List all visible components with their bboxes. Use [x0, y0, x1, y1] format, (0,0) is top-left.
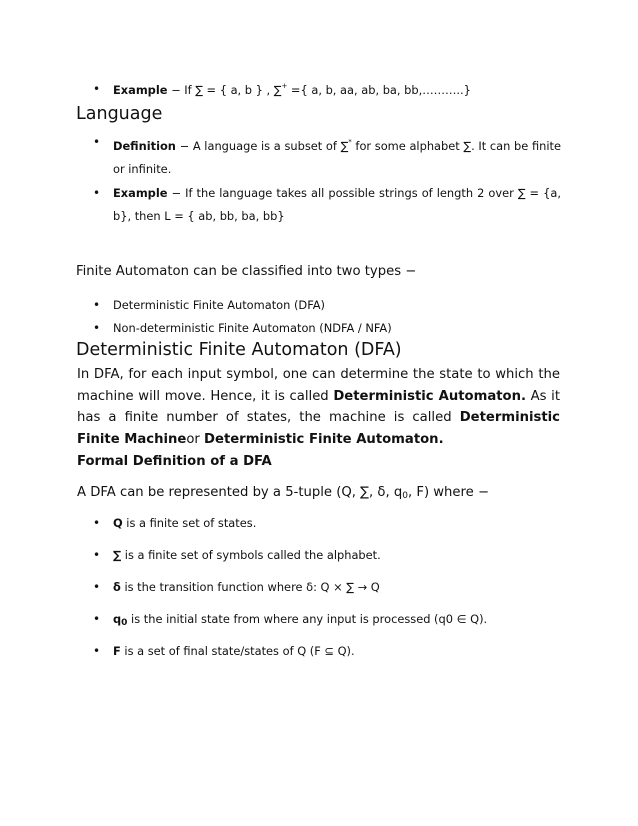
tuple-text: is a finite set of states. [122, 516, 257, 530]
fa-type-text: Non-deterministic Finite Automaton (NDFA / NFA) [113, 321, 392, 335]
example-text-2: ={ a, b, aa, ab, ba, bb,………..} [287, 83, 471, 97]
fa-intro-text: Finite Automaton can be classified into two types − [76, 264, 417, 279]
bullet: • [93, 186, 101, 200]
formal-intro [77, 485, 489, 501]
language-heading: Language [76, 104, 163, 124]
superscript: * [348, 138, 352, 146]
definition-text-2: for some alphabet ∑. It can be finite or infinite. [113, 139, 561, 176]
bullet: • [93, 82, 101, 96]
tuple-symbol: ∑ [113, 548, 122, 562]
tuple-text: is a finite set of symbols called the alphabet. [121, 548, 381, 562]
formal-definition-heading: Formal Definition of a DFA [77, 454, 272, 469]
tuple-text: is the transition function where δ: Q × ∑ → Q [120, 580, 380, 594]
bullet: • [93, 612, 101, 626]
dfa-bold-term: Deterministic Finite Automaton. [204, 431, 444, 447]
dfa-bold-term: Deterministic Finite Machine [77, 410, 560, 447]
superscript: + [281, 82, 288, 90]
subscript: 0 [402, 491, 408, 501]
tuple-symbol: q [113, 612, 122, 626]
example-text: − If the language takes all possible strings of length 2 over ∑ = {a, b}, then L = { ab, bb, ba, bb} [113, 186, 561, 223]
bullet: • [93, 516, 101, 530]
bullet: • [93, 548, 101, 562]
dfa-text: or [186, 431, 205, 447]
bullet: • [93, 298, 101, 312]
example-text: − If ∑ = { a, b } , ∑ [167, 83, 282, 97]
definition-label: Definition [113, 139, 176, 153]
tuple-text: is the initial state from where any input is processed (q0 ∈ Q). [127, 612, 488, 626]
fa-type-text: Deterministic Finite Automaton (DFA) [113, 298, 325, 312]
tuple-symbol: δ [113, 580, 121, 594]
bullet: • [93, 321, 101, 335]
dfa-heading: Deterministic Finite Automaton (DFA) [76, 340, 402, 360]
dfa-text: As it has a finite number of states, the machine is called [77, 388, 560, 425]
bullet: • [93, 580, 101, 594]
bullet: • [93, 135, 101, 149]
dfa-paragraph [77, 364, 560, 450]
example-label: Example [113, 83, 168, 97]
tuple-text: is a set of final state/states of Q (F ⊆ Q). [120, 644, 355, 658]
formal-intro-text-2: , F) where − [407, 485, 490, 500]
subscript: 0 [121, 618, 128, 628]
bullet: • [93, 644, 101, 658]
example-label: Example [113, 186, 168, 200]
dfa-bold-term: Deterministic Automaton. [333, 388, 527, 404]
dfa-text: In DFA, for each input symbol, one can determine the state to which the machine will move. Hence, it is called [77, 367, 560, 404]
tuple-symbol: Q [113, 516, 123, 530]
formal-intro-text: A DFA can be represented by a 5-tuple (Q, ∑, δ, q [77, 485, 403, 500]
tuple-symbol: F [113, 644, 121, 658]
definition-text: − A language is a subset of ∑ [175, 139, 349, 153]
